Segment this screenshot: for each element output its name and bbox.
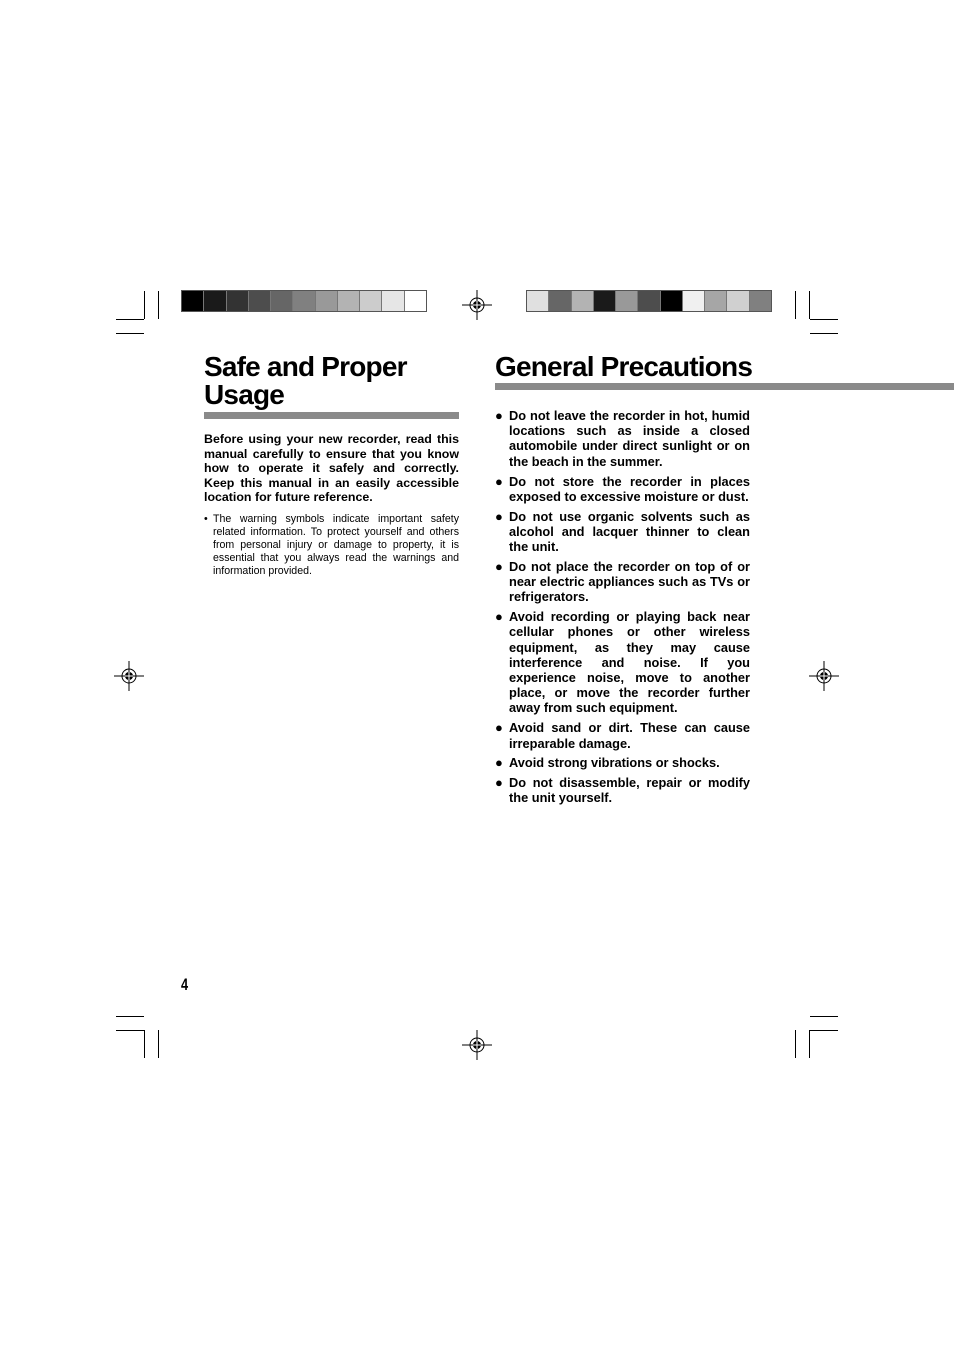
precaution-text: Do not disassemble, repair or modify the unit yourself. xyxy=(509,775,750,806)
warning-note-text: The warning symbols indicate important safety related information. To protect yourself and others from personal injury or damage to property, it is essential that you always read the warnings and information provided. xyxy=(213,513,459,577)
precaution-text: Avoid strong vibrations or shocks. xyxy=(509,755,720,771)
precaution-item xyxy=(495,609,750,715)
precautions-list xyxy=(495,408,750,810)
color-swatch xyxy=(750,291,771,311)
color-swatch xyxy=(572,291,594,311)
crop-mark xyxy=(810,1030,838,1031)
crop-mark xyxy=(158,291,159,319)
bullet-icon: ● xyxy=(495,558,503,574)
registration-mark-icon xyxy=(809,661,839,691)
color-swatch xyxy=(338,291,360,311)
color-swatch xyxy=(249,291,271,311)
color-swatch xyxy=(594,291,616,311)
crop-mark xyxy=(795,1030,796,1058)
color-registration-bar-right xyxy=(526,290,772,312)
section-title-general-precautions: General Precautions xyxy=(495,351,753,382)
crop-mark xyxy=(144,1030,145,1058)
precaution-item xyxy=(495,755,750,770)
color-swatch xyxy=(316,291,338,311)
crop-mark xyxy=(809,291,810,319)
registration-mark-icon xyxy=(462,1030,492,1060)
crop-mark xyxy=(116,1030,144,1031)
precaution-text: Do not use organic solvents such as alcohol and lacquer thinner to clean the unit. xyxy=(509,508,750,554)
color-swatch xyxy=(638,291,660,311)
color-swatch xyxy=(405,291,426,311)
crop-mark xyxy=(809,1030,810,1058)
color-swatch xyxy=(549,291,571,311)
color-registration-bar-left xyxy=(181,290,427,312)
precaution-text: Do not store the recorder in places exposed to excessive moisture or dust. xyxy=(509,473,750,504)
title-line: Usage xyxy=(204,379,285,410)
warning-note xyxy=(204,513,459,578)
precaution-item xyxy=(495,509,750,555)
precaution-text: Avoid recording or playing back near cellular phones or other wireless equipment, as they may cause interference and noise. If you experience noise, move to another place, or move the recorder further away from such equipment. xyxy=(509,609,750,716)
intro-paragraph: Before using your new recorder, read this manual carefully to ensure that you know how to operate it safely and correctly. Keep this manual in an easily accessible location for future reference. xyxy=(204,432,459,504)
crop-mark xyxy=(116,333,144,334)
bullet-icon: ● xyxy=(495,720,503,736)
color-swatch xyxy=(661,291,683,311)
precaution-text: Do not place the recorder on top of or near electric appliances such as TVs or refrigerators. xyxy=(509,558,750,605)
registration-mark-icon xyxy=(114,661,144,691)
precaution-item xyxy=(495,720,750,750)
color-swatch xyxy=(182,291,204,311)
bullet-icon: ● xyxy=(495,408,503,423)
registration-mark-icon xyxy=(462,290,492,320)
precaution-item xyxy=(495,559,750,605)
title-line: Safe and Proper xyxy=(204,351,407,382)
heading-rule xyxy=(204,412,459,419)
precaution-item xyxy=(495,408,750,469)
color-swatch xyxy=(271,291,293,311)
color-swatch xyxy=(705,291,727,311)
color-swatch xyxy=(293,291,315,311)
page-number: 4 xyxy=(181,975,189,994)
precaution-text: Do not leave the recorder in hot, humid locations such as inside a closed automobile under direct sunlight or on the beach in the summer. xyxy=(509,408,750,469)
color-swatch xyxy=(527,291,549,311)
section-title-safe-usage xyxy=(204,353,407,409)
color-swatch xyxy=(204,291,226,311)
color-swatch xyxy=(683,291,705,311)
crop-mark xyxy=(795,291,796,319)
precaution-text: Avoid sand or dirt. These can cause irreparable damage. xyxy=(509,720,750,751)
bullet-icon: ● xyxy=(495,473,503,489)
bullet-icon: • xyxy=(204,513,208,525)
color-swatch xyxy=(616,291,638,311)
color-swatch xyxy=(382,291,404,311)
color-swatch xyxy=(727,291,749,311)
precaution-item xyxy=(495,474,750,504)
crop-mark xyxy=(144,291,145,319)
crop-mark xyxy=(810,1016,838,1017)
bullet-icon: ● xyxy=(495,508,503,524)
bullet-icon: ● xyxy=(495,609,503,625)
precaution-item xyxy=(495,775,750,805)
crop-mark xyxy=(116,319,144,320)
bullet-icon: ● xyxy=(495,775,503,791)
crop-mark xyxy=(158,1030,159,1058)
bullet-icon: ● xyxy=(495,755,503,771)
color-swatch xyxy=(360,291,382,311)
crop-mark xyxy=(810,319,838,320)
heading-rule xyxy=(495,383,954,390)
crop-mark xyxy=(810,333,838,334)
color-swatch xyxy=(227,291,249,311)
crop-mark xyxy=(116,1016,144,1017)
